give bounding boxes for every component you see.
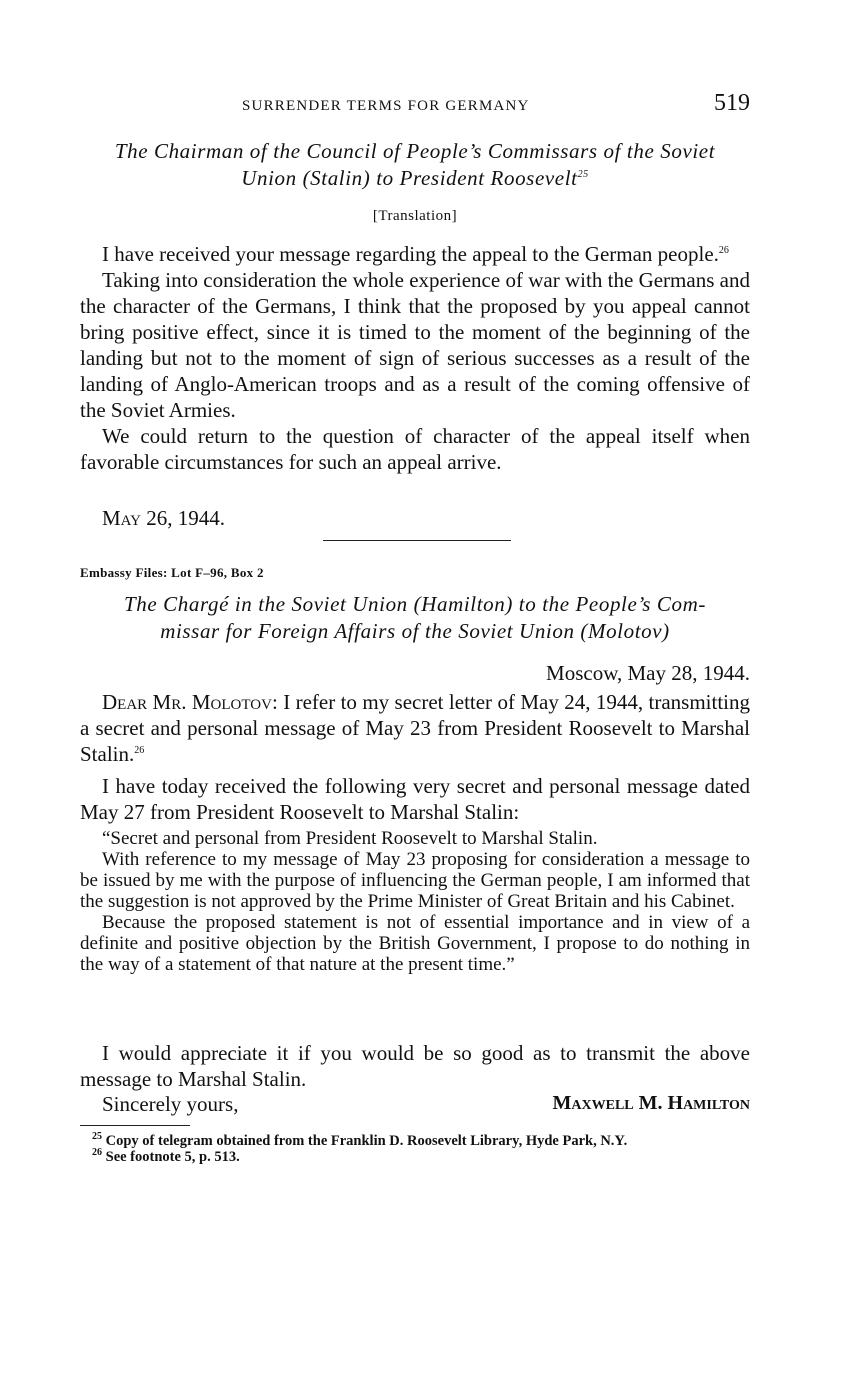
salutation: Dear Mr. Molotov: [102,690,278,714]
footnote-ref: 26 [718,245,729,256]
quoted-message [80,828,750,975]
footnotes [80,1133,750,1165]
document-title-stalin [80,138,750,192]
stalin-message-body [80,241,750,475]
paragraph: I have today received the following very secret and personal message dated May 27 from President Roosevelt to Marshal Stalin: [80,774,750,824]
title-line: Union (Stalin) to President Roosevelt$^{25}$ [241,166,589,190]
title-line: missar for Foreign Affairs of the Soviet Union (Molotov) [160,619,670,643]
quote-paragraph: Because the proposed statement is not of essential importance and in view of a definite and positive objection by the British Government, I propose to do nothing in the way of a statement of that nature at the present time.” [80,912,750,975]
page-number: 519 [714,90,750,116]
section-divider [323,540,511,541]
dateline: Moscow, May 28, 1944. [546,661,750,685]
footnote-ref: 25 [577,169,589,180]
message-date: May 26, 1944. [102,506,225,530]
hamilton-letter-body [80,689,750,831]
paragraph: I have received your message regarding the appeal to the German people.$^{26}$ [102,242,729,266]
closing-paragraph [80,1040,750,1092]
quote-paragraph: “Secret and personal from President Roosevelt to Marshal Stalin. [102,828,598,849]
title-line: The Chairman of the Council of People’s Commissars of the Soviet [114,139,716,163]
paragraph: Dear Mr. Molotov: I refer to my secret letter of May 24, 1944, transmitting a secret and personal message of May 23 from President Roosevelt to Marshal Stalin.$^{26}$ [80,690,751,766]
signature: Maxwell M. Hamilton [552,1092,750,1114]
footnote-ref: 26 [134,745,145,756]
document-title-hamilton [80,591,750,645]
paragraph: Taking into consideration the whole experience of war with the Germans and the character of the Germans, I think that the proposed by you appeal cannot bring positive effect, since it is timed to the moment of the beginning of the landing but not to the moment of sign of serious successes as a result of the landing of Anglo-American troops and as a result of the coming offensive of the Soviet Armies. [80,268,750,422]
page-header [80,90,750,124]
footnote-26: $^{26}$ See footnote 5, p. 513. [92,1147,240,1165]
quote-paragraph: With reference to my message of May 23 proposing for consideration a message to be issued by me with the purpose of influencing the German people, I am informed that the suggestion is not approved by the Prime Minister of Great Britain and his Cabinet. [80,849,750,912]
valediction: Sincerely yours, [102,1092,239,1116]
title-line: The Chargé in the Soviet Union (Hamilton) to the People’s Com- [124,592,706,616]
paragraph: We could return to the question of character of the appeal itself when favorable circumstances for such an appeal arrive. [80,424,750,474]
letter-closing [80,1092,750,1118]
footnote-divider [80,1125,190,1126]
paragraph: I would appreciate it if you would be so good as to transmit the above message to Marshal Stalin. [80,1041,750,1091]
file-reference: Embassy Files: Lot F–96, Box 2 [80,565,264,580]
translation-note: [Translation] [372,208,458,224]
footnote-25: $^{25}$ Copy of telegram obtained from the Franklin D. Roosevelt Library, Hyde Park, N.Y. [92,1131,628,1149]
running-title: SURRENDER TERMS FOR GERMANY [242,98,530,114]
